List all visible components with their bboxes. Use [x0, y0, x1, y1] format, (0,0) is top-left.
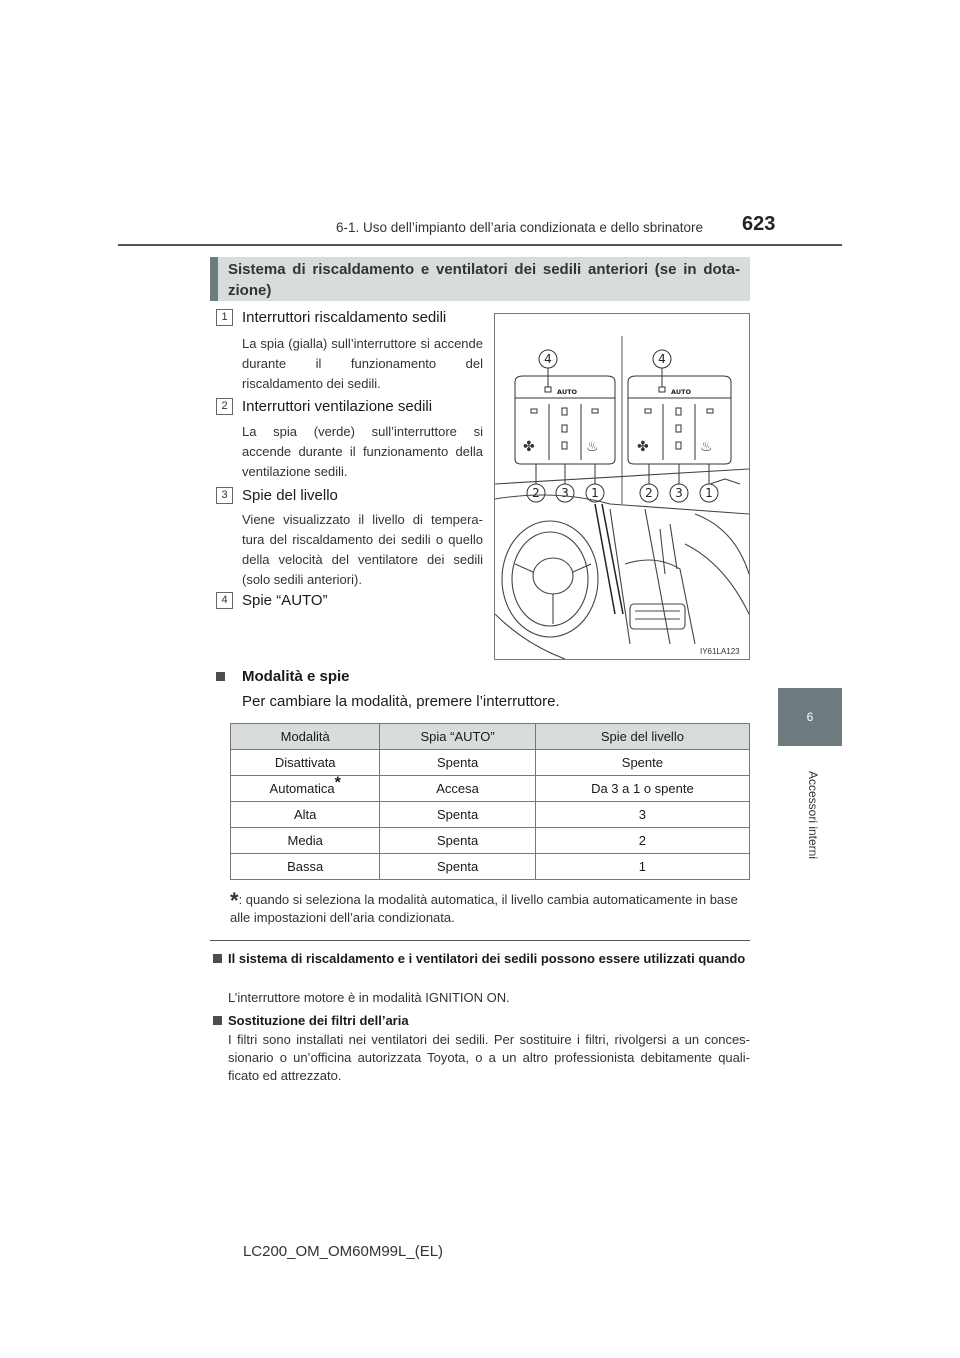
- document-code-footer: LC200_OM_OM60M99L_(EL): [242, 1243, 444, 1260]
- item-1-badge: 1: [216, 309, 233, 326]
- table-cell: Disattivata: [231, 750, 380, 776]
- column-header: Modalità: [231, 724, 380, 750]
- table-cell: Spenta: [380, 854, 535, 880]
- chapter-tab-label: Accessori interni: [806, 770, 820, 860]
- heater-seat-icon-right: ♨: [700, 439, 713, 455]
- table-cell: Spenta: [380, 750, 535, 776]
- table-row: [231, 802, 750, 828]
- table-cell: Spenta: [380, 802, 535, 828]
- table-row: [231, 776, 750, 802]
- callout-3-left: 3: [561, 486, 569, 500]
- fan-seat-icon-left: ✤: [523, 439, 535, 455]
- callout-3-right: 3: [675, 486, 683, 500]
- item-3-badge: 3: [216, 487, 233, 504]
- callout-4-left: 4: [544, 352, 552, 366]
- table-header-row: [231, 724, 750, 750]
- callout-1-right: 1: [705, 486, 713, 500]
- running-header-section: 6-1. Uso dell’impianto dell’aria condizionata e dello sbrinatore: [336, 220, 703, 235]
- footnote-asterisk: *: [230, 888, 239, 913]
- auto-label-right: AUTO: [671, 388, 692, 396]
- auto-label-left: AUTO: [557, 388, 578, 396]
- modes-bullet: [216, 672, 225, 681]
- note-2-heading: Sostituzione dei filtri dell’aria: [228, 1013, 409, 1028]
- modes-heading: Modalità e spie: [242, 668, 350, 685]
- table-cell: Spente: [535, 750, 749, 776]
- note-1-heading: Il sistema di riscaldamento e i ventilatori dei sedili possono essere utilizzati quando: [228, 951, 746, 966]
- item-3-title: Spie del livello: [242, 487, 338, 504]
- note-1-bullet: [213, 954, 222, 963]
- table-row: [231, 828, 750, 854]
- table-cell-automatic: Automatica*: [231, 776, 380, 802]
- item-2-description: La spia (verde) sull’interruttore si accende durante il funzionamento della ventilazione sedili.: [242, 424, 483, 479]
- item-1-description: La spia (gialla) sull’interruttore si accende durante il funzionamento del riscaldamento dei sedili.: [242, 336, 483, 391]
- table-cell: Spenta: [380, 828, 535, 854]
- section-divider: [210, 940, 750, 941]
- table-cell: Da 3 a 1 o spente: [535, 776, 749, 802]
- table-row: [231, 854, 750, 880]
- table-cell: 2: [535, 828, 749, 854]
- table-cell: 1: [535, 854, 749, 880]
- note-1-body: L’interruttore motore è in modalità IGNITION ON.: [228, 990, 510, 1005]
- heater-seat-icon-left: ♨: [586, 439, 599, 455]
- section-title-bar: [210, 257, 750, 301]
- item-2-title: Interruttori ventilazione sedili: [242, 398, 433, 415]
- header-rule: [118, 244, 842, 246]
- seat-switch-illustration: [494, 313, 750, 660]
- item-4-badge: 4: [216, 592, 233, 609]
- callout-4-right: 4: [658, 352, 666, 366]
- item-4-title: Spie “AUTO”: [242, 592, 328, 609]
- table-row: [231, 750, 750, 776]
- fan-seat-icon-right: ✤: [637, 439, 649, 455]
- page-number: 623: [742, 213, 776, 235]
- column-header: Spie del livello: [535, 724, 749, 750]
- note-2-bullet: [213, 1016, 222, 1025]
- table-cell: 3: [535, 802, 749, 828]
- table-cell: Alta: [231, 802, 380, 828]
- column-header: Spia “AUTO”: [380, 724, 535, 750]
- section-title: Sistema di riscaldamento e ventilatori dei sedili anteriori (se in dota- zione): [228, 261, 740, 299]
- note-2-body: I filtri sono installati nei ventilatori dei sedili. Per sostituire i filtri, rivolgersi a un conces- sionario o un’officina autorizzata Toyota, o a un altro professionista debitamente quali- ficato ed attrezzato.: [228, 1032, 750, 1083]
- modes-table: [230, 723, 750, 880]
- illustration-svg: [495, 314, 749, 659]
- footnote-text: : quando si seleziona la modalità automatica, il livello cambia automaticamente in base alle impostazioni dell’aria condizionata.: [230, 892, 738, 925]
- item-2-badge: 2: [216, 398, 233, 415]
- callout-2-left: 2: [532, 486, 540, 500]
- callout-2-right: 2: [645, 486, 653, 500]
- table-cell: Accesa: [380, 776, 535, 802]
- table-cell: Media: [231, 828, 380, 854]
- modes-subtitle: Per cambiare la modalità, premere l’interruttore.: [242, 693, 560, 710]
- table-footnote: [230, 888, 750, 927]
- callout-1-left: 1: [591, 486, 599, 500]
- chapter-tab-number: 6: [778, 688, 842, 746]
- table-cell: Bassa: [231, 854, 380, 880]
- figure-code: IY61LA123: [700, 647, 740, 656]
- item-3-description: Viene visualizzato il livello di tempera- tura del riscaldamento dei sedili o quello della velocità del ventilatore dei sedili (solo sedili anteriori).: [242, 512, 483, 587]
- item-1-title: Interruttori riscaldamento sedili: [242, 309, 447, 326]
- asterisk-marker: *: [334, 774, 341, 792]
